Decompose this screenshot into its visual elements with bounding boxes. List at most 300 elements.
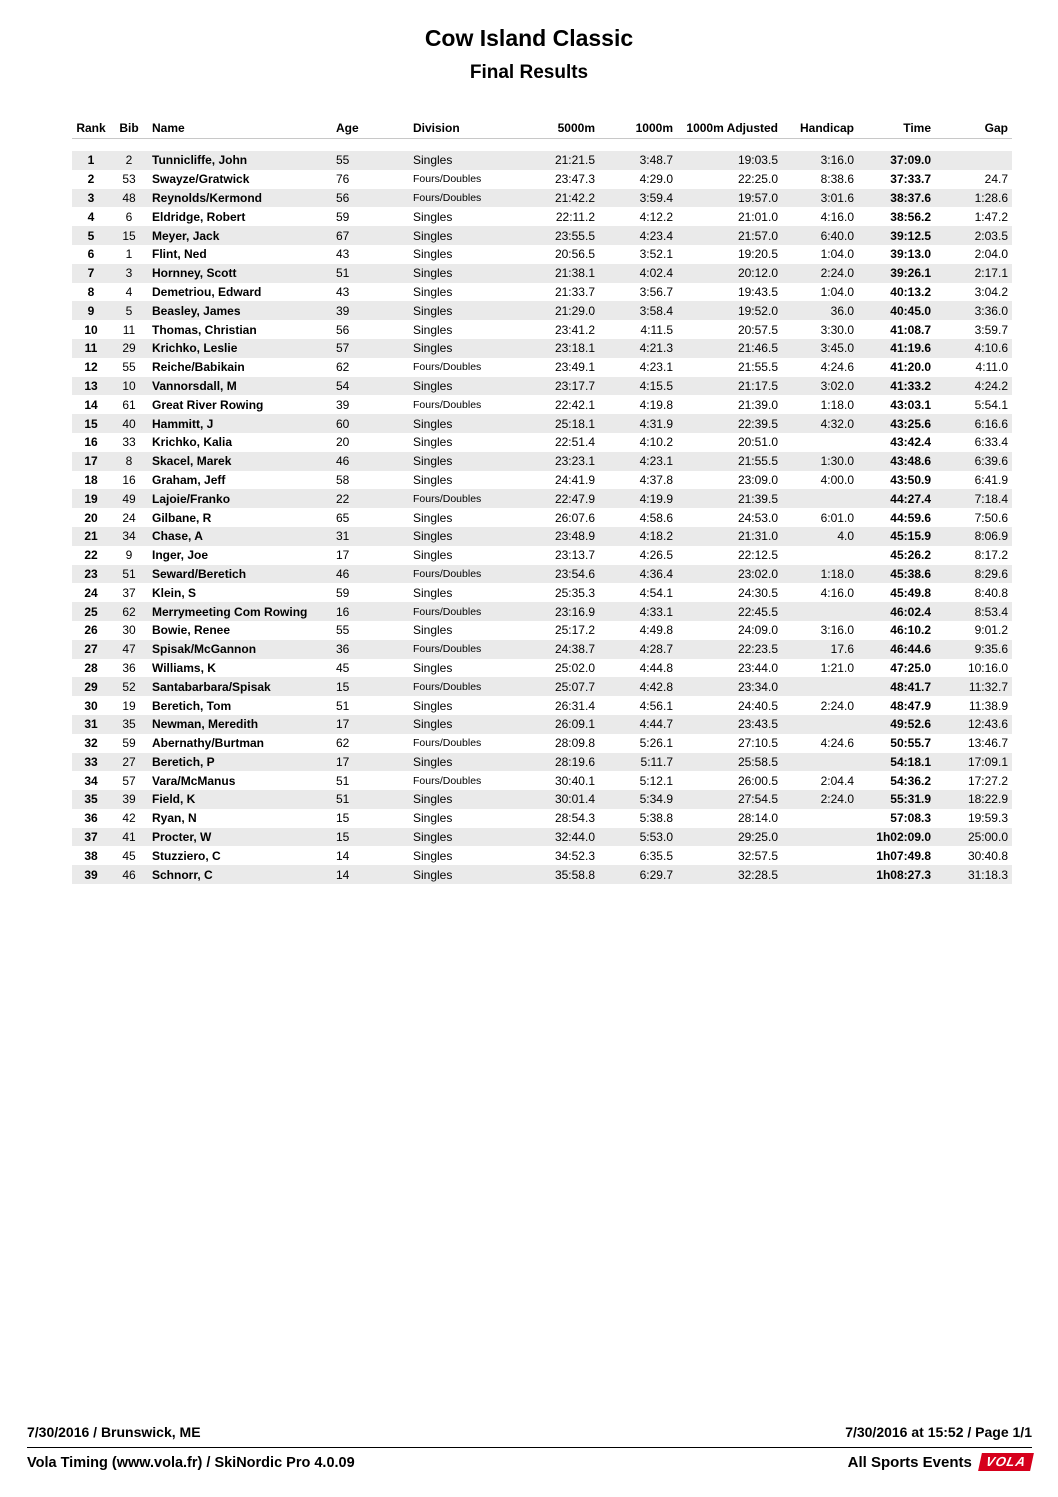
- cell-division: Singles: [413, 416, 453, 431]
- cell-time: 1h07:49.8: [876, 848, 931, 863]
- cell-1000m-adjusted: 21:31.0: [737, 529, 778, 544]
- cell-name: Williams, K: [152, 660, 216, 675]
- cell-gap: 6:33.4: [974, 435, 1008, 450]
- cell-5000m: 25:35.3: [554, 585, 595, 600]
- cell-division: Singles: [413, 247, 453, 262]
- cell-age: 46: [336, 566, 350, 581]
- cell-name: Beretich, Tom: [152, 698, 232, 713]
- cell-age: 39: [336, 303, 350, 318]
- cell-bib: 59: [122, 736, 136, 751]
- cell-bib: 39: [122, 792, 136, 807]
- cell-handicap: 2:24.0: [820, 266, 854, 281]
- cell-1000m-adjusted: 23:43.5: [737, 717, 778, 732]
- table-row: [72, 471, 1012, 490]
- cell-name: Skacel, Marek: [152, 454, 232, 469]
- cell-1000m: 6:29.7: [639, 867, 673, 882]
- cell-age: 43: [336, 247, 350, 262]
- cell-age: 15: [336, 679, 350, 694]
- cell-bib: 47: [122, 642, 136, 657]
- cell-name: Meyer, Jack: [152, 228, 220, 243]
- cell-name: Chase, A: [152, 529, 203, 544]
- table-row: [72, 546, 1012, 565]
- cell-time: 46:44.6: [890, 642, 931, 657]
- organizer-name: All Sports Events: [847, 1453, 972, 1471]
- cell-rank: 28: [84, 660, 98, 675]
- cell-handicap: 1:04.0: [820, 247, 854, 262]
- cell-gap: 8:06.9: [974, 529, 1008, 544]
- cell-gap: 2:03.5: [974, 228, 1008, 243]
- cell-5000m: 23:41.2: [554, 322, 595, 337]
- cell-1000m: 4:29.0: [639, 172, 673, 187]
- table-row: [72, 433, 1012, 452]
- cell-time: 40:45.0: [890, 303, 931, 318]
- cell-age: 51: [336, 773, 350, 788]
- cell-1000m-adjusted: 20:57.5: [737, 322, 778, 337]
- cell-age: 14: [336, 848, 350, 863]
- cell-handicap: 3:01.6: [820, 190, 854, 205]
- cell-1000m-adjusted: 23:44.0: [737, 660, 778, 675]
- cell-division: Singles: [413, 435, 453, 450]
- cell-bib: 36: [122, 660, 136, 675]
- cell-gap: 11:38.9: [968, 698, 1008, 713]
- cell-rank: 27: [84, 642, 98, 657]
- cell-1000m-adjusted: 21:46.5: [737, 341, 778, 356]
- cell-bib: 61: [122, 397, 136, 412]
- cell-gap: 9:35.6: [974, 642, 1008, 657]
- cell-age: 60: [336, 416, 350, 431]
- cell-time: 1h02:09.0: [876, 830, 931, 845]
- cell-handicap: [782, 715, 858, 734]
- table-row: [72, 621, 1012, 640]
- cell-division: Singles: [413, 717, 453, 732]
- cell-handicap: [782, 433, 858, 452]
- cell-gap: 2:17.1: [974, 266, 1008, 281]
- cell-1000m: 4:23.1: [639, 454, 673, 469]
- cell-age: 45: [336, 660, 350, 675]
- cell-gap: 13:46.7: [967, 736, 1008, 751]
- cell-1000m: 4:58.6: [639, 510, 673, 525]
- results-body: [72, 151, 1012, 884]
- cell-bib: 37: [122, 585, 136, 600]
- cell-5000m: 23:18.1: [554, 341, 595, 356]
- cell-5000m: 26:07.6: [554, 510, 595, 525]
- table-row: [72, 320, 1012, 339]
- table-row: [72, 828, 1012, 847]
- cell-name: Reynolds/Kermond: [152, 190, 263, 205]
- cell-1000m: 4:02.4: [639, 266, 673, 281]
- cell-1000m-adjusted: 26:00.5: [737, 773, 778, 788]
- cell-name: Beretich, P: [152, 754, 215, 769]
- cell-division: Fours/Doubles: [413, 643, 482, 656]
- cell-bib: 4: [125, 284, 133, 299]
- cell-name: Krichko, Kalia: [152, 435, 233, 450]
- cell-time: 57:08.3: [890, 811, 931, 826]
- cell-1000m: 4:15.5: [639, 378, 673, 393]
- cell-bib: 8: [125, 454, 133, 469]
- table-row: [72, 489, 1012, 508]
- cell-1000m: 4:26.5: [639, 548, 673, 563]
- cell-division: Singles: [413, 623, 453, 638]
- cell-age: 56: [336, 322, 350, 337]
- table-row: [72, 640, 1012, 659]
- cell-gap: 30:40.8: [967, 848, 1008, 863]
- cell-rank: 31: [84, 717, 98, 732]
- cell-5000m: 20:56.5: [554, 247, 595, 262]
- cell-5000m: 23:23.1: [554, 454, 595, 469]
- cell-division: Singles: [413, 378, 453, 393]
- table-row: [72, 358, 1012, 377]
- cell-gap: 6:39.6: [974, 454, 1008, 469]
- cell-age: 15: [336, 811, 350, 826]
- cell-name: Schnorr, C: [152, 867, 213, 882]
- cell-handicap: 4:24.6: [820, 736, 854, 751]
- cell-time: 37:33.7: [890, 172, 931, 187]
- cell-handicap: 3:30.0: [820, 322, 854, 337]
- cell-1000m-adjusted: 19:43.5: [737, 284, 778, 299]
- table-row: [72, 452, 1012, 471]
- cell-division: Singles: [413, 454, 453, 469]
- cell-5000m: 26:31.4: [554, 698, 595, 713]
- cell-division: Singles: [413, 284, 453, 299]
- cell-rank: 3: [87, 190, 95, 205]
- cell-time: 43:25.6: [890, 416, 931, 431]
- cell-bib: 29: [122, 341, 136, 356]
- cell-gap: 4:24.2: [974, 378, 1008, 393]
- cell-bib: 11: [122, 322, 136, 337]
- cell-gap: 6:16.6: [974, 416, 1008, 431]
- cell-rank: 18: [84, 472, 98, 487]
- cell-time: 39:12.5: [890, 228, 931, 243]
- cell-handicap: 4.0: [837, 529, 854, 544]
- cell-rank: 30: [84, 698, 98, 713]
- cell-5000m: 21:42.2: [554, 190, 595, 205]
- cell-time: 43:50.9: [890, 472, 931, 487]
- cell-bib: 2: [125, 153, 133, 168]
- cell-bib: 9: [125, 548, 133, 563]
- cell-division: Singles: [413, 830, 453, 845]
- cell-name: Vannorsdall, M: [152, 378, 237, 393]
- cell-1000m: 4:12.2: [639, 209, 673, 224]
- cell-bib: 30: [122, 623, 136, 638]
- cell-1000m-adjusted: 19:57.0: [737, 190, 778, 205]
- cell-1000m: 4:33.1: [639, 604, 673, 619]
- cell-division: Singles: [413, 585, 453, 600]
- header-division: Division: [413, 121, 460, 135]
- cell-age: 43: [336, 284, 350, 299]
- cell-time: 38:56.2: [890, 209, 931, 224]
- cell-division: Fours/Doubles: [413, 173, 482, 186]
- cell-1000m: 4:37.8: [639, 472, 673, 487]
- cell-5000m: 25:17.2: [554, 623, 595, 638]
- footer-divider: [27, 1447, 1032, 1448]
- cell-gap: 3:59.7: [974, 322, 1008, 337]
- cell-rank: 17: [84, 454, 98, 469]
- cell-age: 58: [336, 472, 350, 487]
- cell-gap: 31:18.3: [967, 867, 1008, 882]
- cell-5000m: 34:52.3: [554, 848, 595, 863]
- cell-age: 51: [336, 266, 350, 281]
- cell-rank: 35: [84, 792, 98, 807]
- cell-1000m: 4:28.7: [639, 642, 673, 657]
- header-gap: Gap: [984, 121, 1008, 135]
- cell-bib: 16: [122, 472, 136, 487]
- cell-age: 17: [336, 754, 350, 769]
- table-header-row: [72, 118, 1012, 139]
- cell-1000m: 4:10.2: [639, 435, 673, 450]
- cell-name: Procter, W: [152, 830, 212, 845]
- cell-time: 54:36.2: [890, 773, 931, 788]
- cell-5000m: 35:58.8: [554, 867, 595, 882]
- table-row: [72, 301, 1012, 320]
- cell-1000m-adjusted: 21:01.0: [737, 209, 778, 224]
- cell-1000m: 6:35.5: [639, 848, 673, 863]
- table-row: [72, 508, 1012, 527]
- table-row: [72, 170, 1012, 189]
- cell-division: Fours/Doubles: [413, 567, 482, 580]
- table-row: [72, 377, 1012, 396]
- cell-rank: 11: [84, 341, 98, 356]
- cell-1000m-adjusted: 32:28.5: [737, 867, 778, 882]
- cell-division: Fours/Doubles: [413, 605, 482, 618]
- cell-gap: 8:40.8: [974, 585, 1008, 600]
- cell-5000m: 22:47.9: [554, 491, 595, 506]
- cell-age: 20: [336, 435, 350, 450]
- cell-age: 51: [336, 698, 350, 713]
- cell-rank: 13: [84, 378, 98, 393]
- cell-rank: 14: [84, 397, 98, 412]
- cell-rank: 33: [84, 754, 98, 769]
- cell-5000m: 23:13.7: [554, 548, 595, 563]
- cell-gap: 18:22.9: [967, 792, 1008, 807]
- cell-1000m: 4:23.1: [639, 360, 673, 375]
- cell-bib: 48: [122, 190, 136, 205]
- cell-name: Inger, Joe: [152, 548, 209, 563]
- cell-1000m: 5:38.8: [639, 811, 673, 826]
- cell-name: Spisak/McGannon: [152, 642, 257, 657]
- cell-age: 51: [336, 792, 350, 807]
- cell-1000m-adjusted: 19:20.5: [737, 247, 778, 262]
- cell-1000m: 5:53.0: [639, 830, 673, 845]
- cell-1000m-adjusted: 22:25.0: [737, 172, 778, 187]
- cell-1000m-adjusted: 21:39.0: [737, 397, 778, 412]
- cell-time: 54:18.1: [890, 754, 931, 769]
- cell-bib: 35: [122, 717, 136, 732]
- cell-rank: 20: [84, 510, 98, 525]
- cell-handicap: 4:24.6: [820, 360, 854, 375]
- cell-rank: 6: [87, 247, 95, 262]
- cell-name: Tunnicliffe, John: [152, 153, 248, 168]
- page-title: Cow Island Classic: [424, 25, 634, 51]
- cell-division: Singles: [413, 303, 453, 318]
- cell-handicap: 6:40.0: [820, 228, 854, 243]
- cell-1000m-adjusted: 23:02.0: [737, 566, 778, 581]
- cell-bib: 52: [122, 679, 136, 694]
- page-subtitle: Final Results: [469, 62, 589, 83]
- cell-bib: 34: [122, 529, 136, 544]
- cell-division: Singles: [413, 529, 453, 544]
- cell-bib: 6: [125, 209, 133, 224]
- cell-gap: 17:09.1: [967, 754, 1008, 769]
- cell-rank: 9: [87, 303, 95, 318]
- cell-gap: 8:17.2: [974, 548, 1008, 563]
- table-row: [72, 414, 1012, 433]
- cell-gap: 8:53.4: [974, 604, 1008, 619]
- cell-handicap: 4:16.0: [820, 209, 854, 224]
- cell-rank: 10: [84, 322, 98, 337]
- cell-gap: 2:04.0: [974, 247, 1008, 262]
- table-row: [72, 696, 1012, 715]
- cell-age: 55: [336, 153, 350, 168]
- cell-handicap: [782, 865, 858, 884]
- cell-1000m-adjusted: 22:23.5: [737, 642, 778, 657]
- table-row: [72, 753, 1012, 772]
- cell-handicap: [782, 602, 858, 621]
- cell-handicap: 6:01.0: [820, 510, 854, 525]
- cell-rank: 22: [84, 548, 98, 563]
- cell-bib: 3: [125, 266, 133, 281]
- table-row: [72, 395, 1012, 414]
- cell-5000m: 28:09.8: [554, 736, 595, 751]
- cell-bib: 19: [122, 698, 136, 713]
- cell-5000m: 30:40.1: [554, 773, 595, 788]
- cell-5000m: 32:44.0: [554, 830, 595, 845]
- cell-gap: 1:28.6: [974, 190, 1008, 205]
- cell-division: Fours/Doubles: [413, 191, 482, 204]
- cell-division: Fours/Doubles: [413, 737, 482, 750]
- table-row: [72, 809, 1012, 828]
- cell-rank: 25: [84, 604, 98, 619]
- cell-5000m: 22:51.4: [554, 435, 595, 450]
- cell-1000m-adjusted: 20:51.0: [737, 435, 778, 450]
- cell-name: Merrymeeting Com Rowing: [152, 604, 308, 619]
- cell-division: Singles: [413, 548, 453, 563]
- cell-gap: 24.7: [984, 172, 1008, 187]
- cell-bib: 27: [122, 754, 136, 769]
- cell-division: Singles: [413, 754, 453, 769]
- cell-division: Singles: [413, 848, 453, 863]
- cell-gap: 7:18.4: [974, 491, 1008, 506]
- cell-rank: 29: [84, 679, 98, 694]
- cell-handicap: [782, 546, 858, 565]
- cell-age: 76: [336, 172, 350, 187]
- header-5000m: 5000m: [557, 121, 595, 135]
- cell-division: Singles: [413, 792, 453, 807]
- cell-rank: 19: [84, 491, 98, 506]
- cell-5000m: 21:33.7: [554, 284, 595, 299]
- cell-1000m: 5:11.7: [640, 754, 673, 769]
- cell-5000m: 26:09.1: [554, 717, 595, 732]
- cell-1000m-adjusted: 24:30.5: [737, 585, 778, 600]
- cell-division: Singles: [413, 209, 453, 224]
- cell-time: 45:15.9: [890, 529, 931, 544]
- cell-1000m: 4:42.8: [639, 679, 673, 694]
- cell-rank: 4: [87, 209, 95, 224]
- cell-handicap: [782, 809, 858, 828]
- cell-gap: 6:41.9: [974, 472, 1008, 487]
- cell-1000m: 4:54.1: [639, 585, 673, 600]
- cell-time: 44:59.6: [890, 510, 931, 525]
- cell-1000m-adjusted: 24:40.5: [737, 698, 778, 713]
- cell-1000m: 3:59.4: [639, 190, 673, 205]
- cell-bib: 40: [122, 416, 136, 431]
- cell-time: 41:08.7: [890, 322, 931, 337]
- cell-time: 45:49.8: [890, 585, 931, 600]
- cell-1000m-adjusted: 25:58.5: [737, 754, 778, 769]
- cell-name: Santabarbara/Spisak: [152, 679, 271, 694]
- cell-5000m: 23:16.9: [554, 604, 595, 619]
- cell-gap: 9:01.2: [974, 623, 1008, 638]
- cell-gap: 4:11.0: [975, 360, 1008, 375]
- cell-name: Swayze/Gratwick: [152, 172, 250, 187]
- cell-bib: 46: [122, 867, 136, 882]
- cell-age: 36: [336, 642, 350, 657]
- cell-name: Reiche/Babikain: [152, 360, 245, 375]
- cell-division: Singles: [413, 472, 453, 487]
- cell-gap: 1:47.2: [974, 209, 1008, 224]
- cell-1000m-adjusted: 22:45.5: [737, 604, 778, 619]
- cell-time: 1h08:27.3: [876, 867, 931, 882]
- cell-1000m-adjusted: 27:54.5: [737, 792, 778, 807]
- cell-1000m: 4:19.9: [639, 491, 673, 506]
- cell-time: 43:48.6: [890, 454, 931, 469]
- footer-timestamp-page: 7/30/2016 at 15:52 / Page 1/1: [845, 1424, 1032, 1440]
- cell-division: Fours/Doubles: [413, 774, 482, 787]
- cell-age: 65: [336, 510, 350, 525]
- cell-1000m: 4:44.7: [639, 717, 673, 732]
- cell-time: 41:33.2: [890, 378, 931, 393]
- header-1000m-adjusted: 1000m Adjusted: [686, 121, 778, 135]
- cell-1000m: 4:11.5: [640, 322, 673, 337]
- cell-5000m: 21:21.5: [554, 153, 595, 168]
- cell-bib: 57: [122, 773, 136, 788]
- cell-bib: 5: [125, 303, 133, 318]
- cell-handicap: 4:32.0: [820, 416, 854, 431]
- table-row: [72, 734, 1012, 753]
- cell-division: Singles: [413, 153, 453, 168]
- cell-5000m: 25:02.0: [554, 660, 595, 675]
- table-row: [72, 207, 1012, 226]
- cell-1000m: 5:12.1: [639, 773, 673, 788]
- cell-1000m: 3:58.4: [639, 303, 673, 318]
- cell-name: Great River Rowing: [152, 397, 264, 412]
- cell-division: Singles: [413, 698, 453, 713]
- cell-name: Seward/Beretich: [152, 566, 247, 581]
- cell-time: 45:26.2: [890, 548, 931, 563]
- cell-1000m: 3:56.7: [639, 284, 673, 299]
- header-handicap: Handicap: [799, 121, 854, 135]
- cell-1000m: 3:48.7: [639, 153, 673, 168]
- cell-bib: 24: [122, 510, 136, 525]
- table-row: [72, 846, 1012, 865]
- cell-handicap: 3:02.0: [820, 378, 854, 393]
- cell-name: Hammitt, J: [152, 416, 214, 431]
- cell-rank: 26: [84, 623, 98, 638]
- cell-5000m: 28:19.6: [554, 754, 595, 769]
- cell-name: Vara/McManus: [152, 773, 236, 788]
- cell-division: Fours/Doubles: [413, 398, 482, 411]
- cell-rank: 34: [84, 773, 98, 788]
- cell-5000m: 24:41.9: [554, 472, 595, 487]
- cell-5000m: 23:47.3: [554, 172, 595, 187]
- cell-5000m: 23:55.5: [554, 228, 595, 243]
- cell-handicap: 2:24.0: [820, 792, 854, 807]
- table-row: [72, 264, 1012, 283]
- cell-1000m-adjusted: 21:17.5: [737, 378, 778, 393]
- cell-rank: 24: [84, 585, 98, 600]
- cell-name: Abernathy/Burtman: [152, 736, 265, 751]
- table-row: [72, 583, 1012, 602]
- cell-5000m: 25:07.7: [554, 679, 595, 694]
